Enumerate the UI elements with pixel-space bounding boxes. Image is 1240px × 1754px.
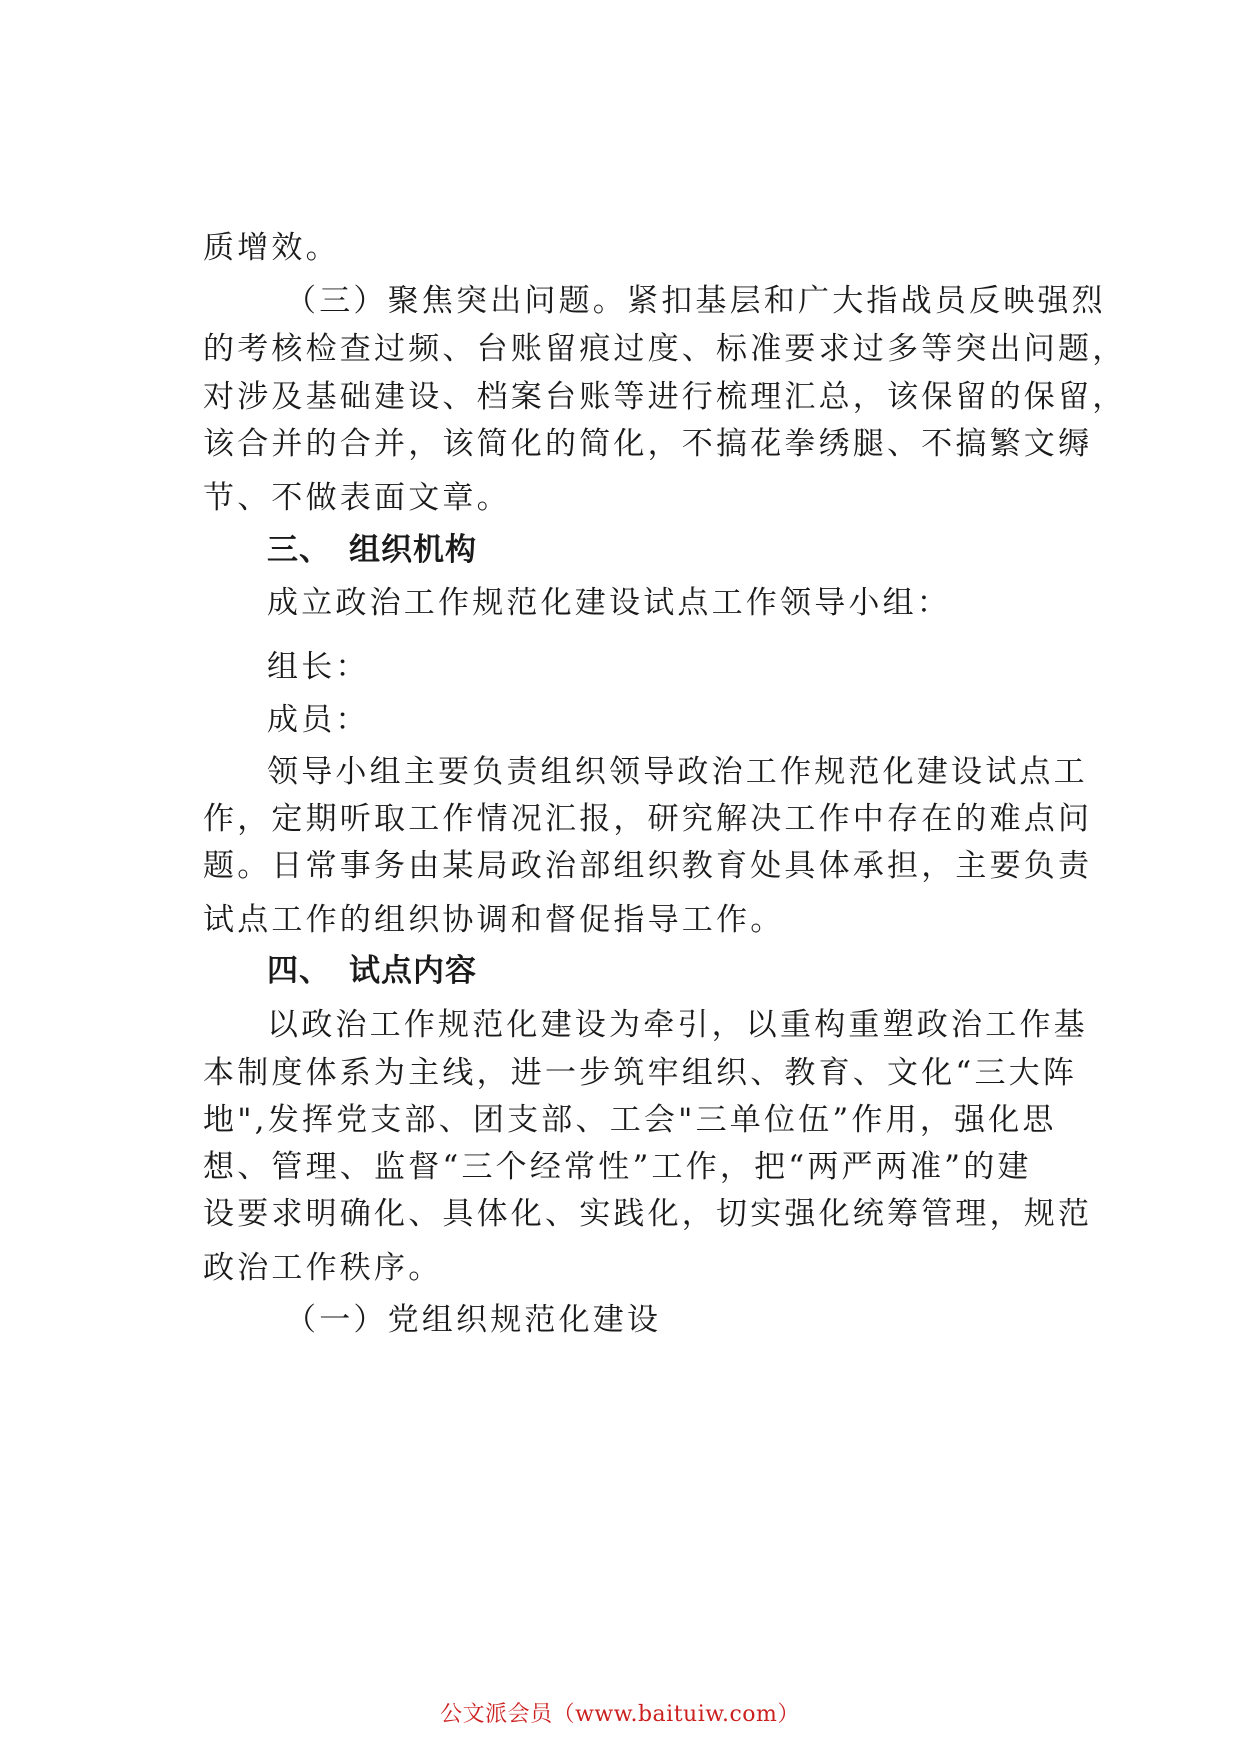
text-line: 地",发挥党支部、团支部、工会"三单位伍”作用，强化思 <box>203 1102 1057 1138</box>
section-title: 组织机构 <box>349 532 477 568</box>
text-line: 的考核检查过频、台账留痕过度、标准要求过多等突出问题， <box>203 331 1127 367</box>
text-line: 成立政治工作规范化建设试点工作领导小组： <box>267 585 951 621</box>
text-line: 以政治工作规范化建设为牵引，以重构重塑政治工作基 <box>267 1007 1088 1043</box>
section-heading <box>267 530 477 570</box>
text-line: 题。日常事务由某局政治部组织教育处具体承担，主要负责 <box>203 848 1093 884</box>
text-line: 本制度体系为主线，进一步筑牢组织、教育、文化“三大阵 <box>203 1055 1078 1091</box>
text-line: 质增效。 <box>203 230 340 266</box>
text-line: 领导小组主要负责组织领导政治工作规范化建设试点工 <box>267 754 1088 790</box>
text-line: 作，定期听取工作情况汇报，研究解决工作中存在的难点问 <box>203 801 1093 837</box>
text-line: 节、不做表面文章。 <box>203 480 511 516</box>
section-heading <box>267 951 477 991</box>
footer-watermark: 公文派会员（www.baituiw.com） <box>440 1702 800 1727</box>
text-line: 该合并的合并，该简化的简化，不搞花拳绣腿、不搞繁文缛 <box>203 426 1093 462</box>
section-number: 三、 <box>267 532 331 568</box>
subsection-heading: （一）党组织规范化建设 <box>285 1302 662 1338</box>
text-line: 政治工作秩序。 <box>203 1250 443 1286</box>
text-line: 对涉及基础建设、档案台账等进行梳理汇总，该保留的保留， <box>203 379 1127 415</box>
text-line: 试点工作的组织协调和督促指导工作。 <box>203 902 785 938</box>
text-line: 成员： <box>267 702 370 738</box>
text-line: （三）聚焦突出问题。紧扣基层和广大指战员反映强烈 <box>285 283 1106 319</box>
section-title: 试点内容 <box>349 953 477 989</box>
text-line: 想、管理、监督“三个经常性”工作，把“两严两准”的建 <box>203 1149 1032 1185</box>
section-number: 四、 <box>267 953 331 989</box>
text-line: 组长： <box>267 649 370 685</box>
text-line: 设要求明确化、具体化、实践化，切实强化统筹管理，规范 <box>203 1196 1093 1232</box>
